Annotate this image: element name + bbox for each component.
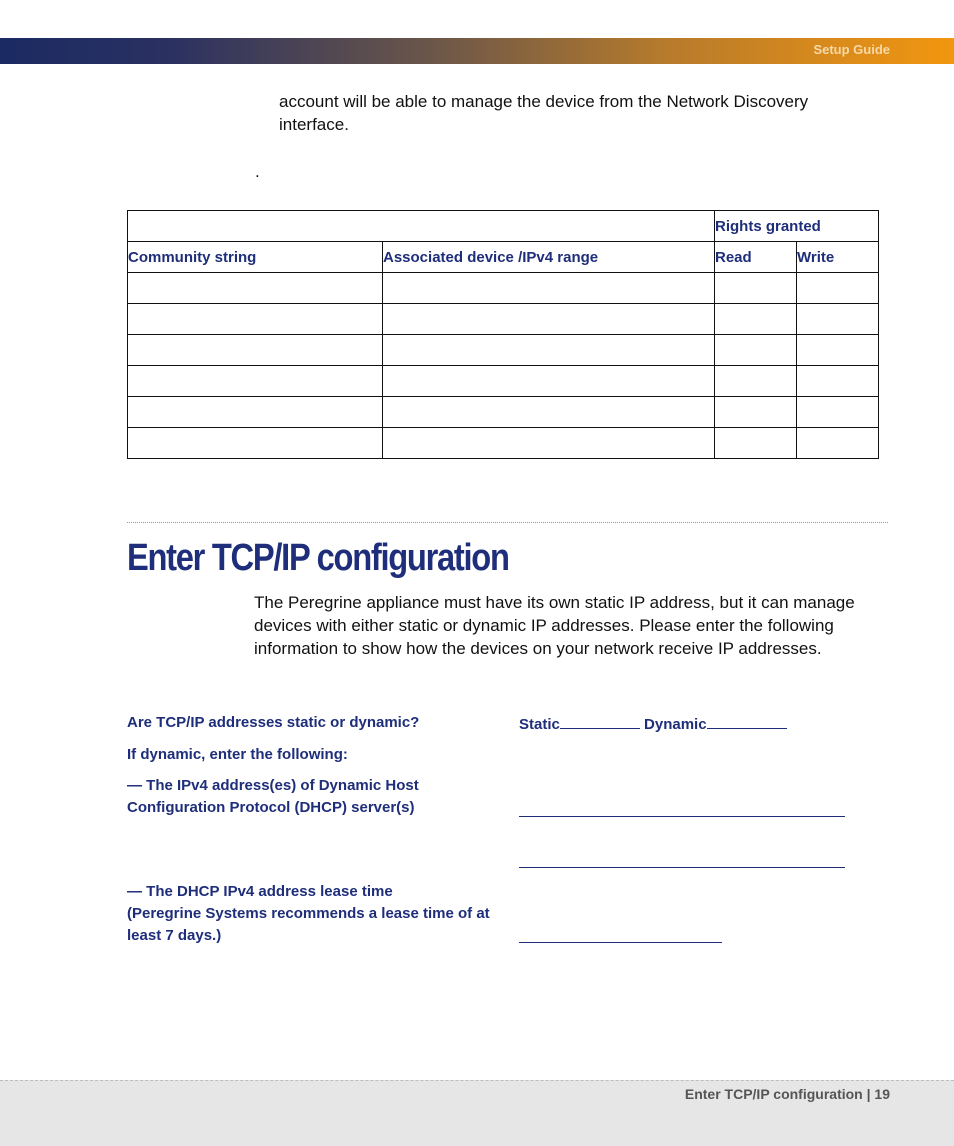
table-row bbox=[128, 428, 879, 459]
question-static-dynamic: Are TCP/IP addresses static or dynamic? bbox=[127, 714, 420, 731]
question-lease-time bbox=[127, 881, 517, 947]
table-cell bbox=[128, 335, 383, 366]
table-cell bbox=[715, 273, 797, 304]
table-cell bbox=[715, 335, 797, 366]
static-label: Static bbox=[519, 716, 560, 733]
table-cell bbox=[797, 273, 879, 304]
table-cell bbox=[383, 304, 715, 335]
question-dhcp-servers-line1: — The IPv4 address(es) of Dynamic Host bbox=[127, 777, 419, 794]
table-cell bbox=[383, 397, 715, 428]
table-cell bbox=[715, 366, 797, 397]
table-cell bbox=[128, 304, 383, 335]
table-cell bbox=[715, 397, 797, 428]
question-lease-time-line1: — The DHCP IPv4 address lease time bbox=[127, 883, 393, 900]
table-row bbox=[128, 273, 879, 304]
question-lease-time-line2: (Peregrine Systems recommends a lease time of at bbox=[127, 905, 490, 922]
table-cell bbox=[383, 273, 715, 304]
section-body: The Peregrine appliance must have its own static IP address, but it can manage devices with either static or dynamic IP addresses. Please enter the following information to show how the devices on your network receive IP addresses. bbox=[254, 593, 855, 658]
table-row bbox=[128, 366, 879, 397]
table-cell bbox=[128, 397, 383, 428]
page-footer bbox=[0, 1080, 954, 1146]
footer-text: Enter TCP/IP configuration | 19 bbox=[684, 1086, 890, 1102]
column-community-string: Community string bbox=[128, 242, 383, 273]
table-cell bbox=[383, 366, 715, 397]
rights-granted-header: Rights granted bbox=[715, 211, 879, 242]
question-if-dynamic: If dynamic, enter the following: bbox=[127, 746, 348, 763]
table-row bbox=[128, 397, 879, 428]
column-associated-device: Associated device /IPv4 range bbox=[383, 242, 715, 273]
stray-period: . bbox=[255, 162, 260, 181]
static-dynamic-answer bbox=[519, 712, 787, 736]
table-row bbox=[128, 304, 879, 335]
community-string-table bbox=[127, 210, 879, 459]
column-write: Write bbox=[797, 242, 879, 273]
section-title: Enter TCP/IP configuration bbox=[127, 537, 509, 579]
table-cell bbox=[797, 428, 879, 459]
table-cell bbox=[128, 428, 383, 459]
table-header-blank bbox=[128, 211, 715, 242]
intro-paragraph: account will be able to manage the device from the Network Discovery interface. bbox=[279, 92, 809, 134]
table-cell bbox=[383, 335, 715, 366]
table-column-row bbox=[128, 242, 879, 273]
table-cell bbox=[797, 397, 879, 428]
dhcp-server-blank-1[interactable] bbox=[519, 816, 845, 817]
section-divider bbox=[127, 522, 888, 523]
header-bar bbox=[0, 38, 954, 64]
table-cell bbox=[797, 304, 879, 335]
table-row bbox=[128, 335, 879, 366]
table-cell bbox=[128, 273, 383, 304]
table-cell bbox=[128, 366, 383, 397]
lease-time-blank[interactable] bbox=[519, 942, 722, 943]
question-lease-time-line3: least 7 days.) bbox=[127, 927, 222, 944]
table-cell bbox=[797, 366, 879, 397]
dhcp-server-blank-2[interactable] bbox=[519, 867, 845, 868]
table-header-row bbox=[128, 211, 879, 242]
table-cell bbox=[797, 335, 879, 366]
table-cell bbox=[715, 304, 797, 335]
question-dhcp-servers bbox=[127, 775, 419, 819]
dynamic-label: Dynamic bbox=[644, 716, 707, 733]
column-read: Read bbox=[715, 242, 797, 273]
table-cell bbox=[715, 428, 797, 459]
dynamic-blank[interactable] bbox=[707, 712, 787, 729]
header-title: Setup Guide bbox=[813, 42, 890, 57]
question-dhcp-servers-line2: Configuration Protocol (DHCP) server(s) bbox=[127, 799, 415, 816]
table-cell bbox=[383, 428, 715, 459]
static-blank[interactable] bbox=[560, 712, 640, 729]
